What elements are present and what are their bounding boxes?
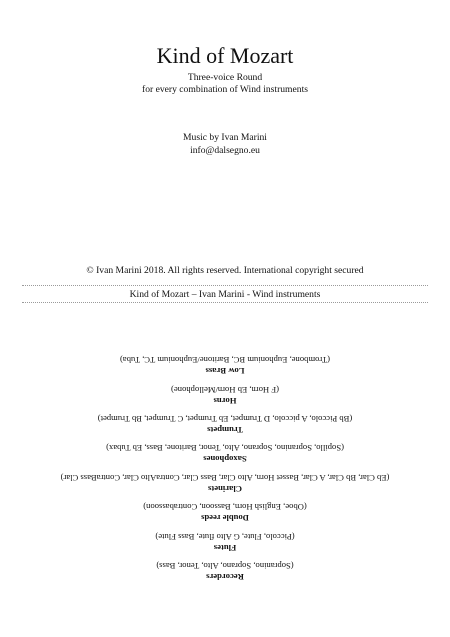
dotted-divider-bottom (22, 302, 428, 303)
instrument-group (120, 347, 330, 376)
instrument-group (106, 435, 344, 464)
dotted-divider-top (22, 285, 428, 286)
group-instruments: (Sopillo, Sopranino, Soprano, Alto, Tenor, Baritone, Bass, Eb Tubax) (106, 443, 344, 454)
page-title: Kind of Mozart (156, 43, 294, 68)
group-name: Horns (213, 395, 237, 406)
instrument-group (143, 494, 307, 523)
subtitle-line-1: Three-voice Round (187, 72, 263, 83)
contact-email: info@dalsegno.eu (190, 145, 260, 156)
group-name: Recorders (206, 572, 244, 582)
group-name: Flutes (213, 542, 237, 553)
subtitle-line-2: for every combination of Wind instruments (142, 84, 308, 95)
group-instruments: (Bb Piccolo, A piccolo, D Trumpet, Eb Trumpet, C Trumpet, Bb Trumpet) (97, 414, 353, 425)
group-instruments: (Sopranino, Soprano, Alto, Tenor, Bass) (156, 561, 294, 571)
copyright-notice: © Ivan Marini 2018. All rights reserved. International copyright secured (86, 265, 364, 276)
group-instruments: (F Horn, Eb Horn/Mellophone) (171, 384, 279, 395)
instrument-list-upside-down (0, 355, 450, 582)
group-name: Saxophones (203, 454, 247, 465)
group-name: Low Brass (205, 366, 245, 377)
instrument-group (98, 406, 353, 435)
group-name: Trumpets (207, 425, 243, 436)
group-instruments: (Trombone, Euphonium BC, Baritone/Euphonium TC, Tuba) (119, 355, 331, 366)
instrument-group (155, 523, 294, 552)
group-instruments: (Oboe, English Horn, Bassoon, Contrabassoon) (143, 502, 307, 513)
instrument-group (156, 553, 293, 582)
group-name: Clarinets (208, 483, 242, 494)
page-footer: Kind of Mozart – Ivan Marini - Wind instruments (129, 289, 321, 300)
instrument-group (61, 464, 390, 493)
group-name: Double reeds (201, 513, 249, 524)
instrument-group (171, 376, 279, 405)
group-instruments: (Eb Clar, Bb Clar, A Clar, Basset Horn, Alto Clar, Bass Clar, ContraAlto Clar, ContraBass Clar) (60, 472, 390, 483)
composer-credit: Music by Ivan Marini (183, 132, 267, 143)
group-instruments: (Piccolo, Flute, G Alto flute, Bass Flute) (155, 531, 295, 542)
